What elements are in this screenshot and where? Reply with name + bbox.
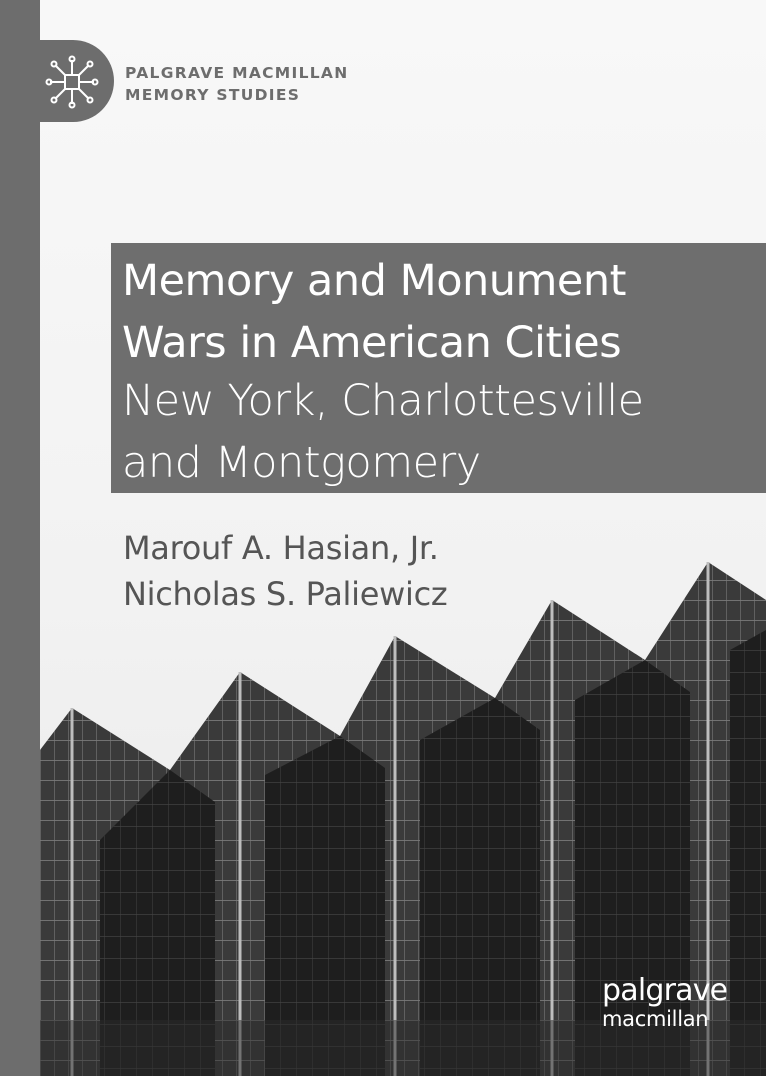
series-badge [40,40,114,122]
publisher-line-2: macmillan [602,1007,709,1031]
title-line-2: Wars in American Cities [122,318,622,368]
subtitle-line-2: and Montgomery [122,438,481,488]
series-name [125,62,349,106]
series-line-1: PALGRAVE MACMILLAN [125,64,349,82]
author-name: Nicholas S. Paliewicz [123,575,448,613]
book-subtitle [122,370,644,494]
book-title [122,250,626,374]
cover-spine-band [0,0,40,1076]
publisher-logo [602,974,727,1030]
series-line-2: MEMORY STUDIES [125,86,301,104]
publisher-line-1: palgrave [602,973,728,1008]
subtitle-line-1: New York, Charlottesville [122,376,644,426]
title-line-1: Memory and Monument [122,256,626,306]
network-node-icon [44,54,100,110]
author-name: Marouf A. Hasian, Jr. [123,529,439,567]
